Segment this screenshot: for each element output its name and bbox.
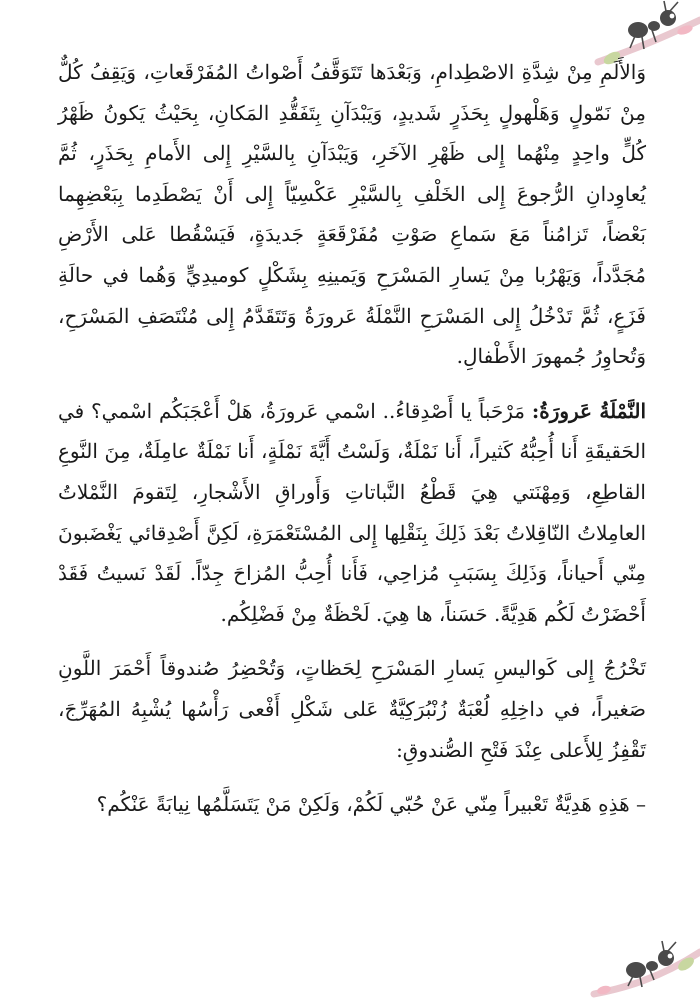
gift-line: – هَذِهِ هَدِيَّةٌ تَعْبيراً مِنّي عَنْ حُبّي لَكُمْ، وَلَكِنْ مَنْ يَتَسَلَّمُها نِيابَةً عَنْكُم؟ bbox=[96, 792, 646, 817]
dialogue-paragraph bbox=[58, 391, 646, 635]
narration-paragraph: وَالأَلَمِ مِنْ شِدَّةِ الاصْطِدامِ، وَبَعْدَها تَتَوَقَّفُ أَصْواتُ المُفَرْقَعاتِ، وَيَقِفُ كُلٌّ مِنْ نَمّولٍ وَهَلْهولٍ بِحَذَرٍ شَديدٍ، وَيَبْدَآنِ بِتَفَقُّدِ المَكانِ، بِحَيْثُ يَكونُ ظَهْرُ كُلٍّ واحِدٍ مِنْهُما إِلى ظَهْرِ الآخَرِ، وَيَبْدَآنِ بِالسَّيْرِ إِلى الأَمامِ بِحَذَرٍ، ثُمَّ يُعاوِدانِ الرُّجوعَ إِلى الخَلْفِ بِالسَّيْرِ عَكْسِيّاً إِلى أَنْ يَصْطَدِما بِبَعْضِهِما بَعْضاً، تَزامُناً مَعَ سَماعِ صَوْتِ مُفَرْقَعَةٍ جَديدَةٍ، فَيَسْقُطا عَلى الأَرْضِ مُجَدَّداً، وَيَهْرُبا مِنْ يَسارِ المَسْرَحِ وَيَمينِهِ بِشَكْلٍ كوميدِيٍّ وَهُما في حالَةِ فَزَعٍ، ثُمَّ تَدْخُلُ إِلى المَسْرَحِ النَّمْلَةُ عَرورَةُ وَتَتَقَدَّمُ إِلى مُنْتَصَفِ المَسْرَحِ، وَتُحاوِرُ جُمهورَ الأَطْفالِ. bbox=[58, 60, 646, 369]
ant-on-branch-icon bbox=[590, 930, 700, 1000]
stage-direction-paragraph: تَخْرُجُ إِلى كَواليسِ يَسارِ المَسْرَحِ لِحَظاتٍ، وَتُحْضِرُ صُندوقاً أَحْمَرَ اللَّونِ صَغيراً، في داخِلِهِ لُعْبَةٌ زُنْبُرَكِيَّةٌ عَلى شَكْلِ أَفْعى رَأْسُها يُشْبِهُ المُهَرِّجَ، تَقْفِزُ لِلأَعلى عِنْدَ فَتْحِ الصُّندوقِ: bbox=[58, 656, 646, 762]
speaker-speech: مَرْحَباً يا أَصْدِقاءُ.. اسْمي عَرورَةُ، هَلْ أَعْجَبَكُم اسْمي؟ في الحَقيقَةِ أَنا أُحِبُّهُ كَثيراً، أَنا نَمْلَةٌ، وَلَسْتُ أَيَّةَ نَمْلَةٍ، أَنا نَمْلَةٌ عامِلَةٌ، مِنَ النَّوعِ القاطِعِ، وَمِهْنَتي هِيَ قَطْعُ النَّباتاتِ وَأَوراقِ الأَشْجارِ، لِتَقومَ النَّمْلاتُ العامِلاتُ النّاقِلاتُ بَعْدَ ذَلِكَ بِنَقْلِها إِلى المُسْتَعْمَرَةِ، لَكِنَّ أَصْدِقائي يَغْضَبونَ مِنّي أَحياناً، وَذَلِكَ بِسَبَبِ مُزاحِي، فَأَنا أُحِبُّ المُزاحَ جِدّاً. لَقَدْ نَسيتُ فَقَدْ أَحْضَرْتُ لَكُم هَدِيَّةً. حَسَناً، ها هِيَ. لَحْظَةٌ مِنْ فَضْلِكُم. bbox=[58, 398, 647, 626]
speaker-name: النَّمْلَةُ عَرورَةُ: bbox=[531, 398, 647, 423]
page-text bbox=[58, 52, 646, 825]
